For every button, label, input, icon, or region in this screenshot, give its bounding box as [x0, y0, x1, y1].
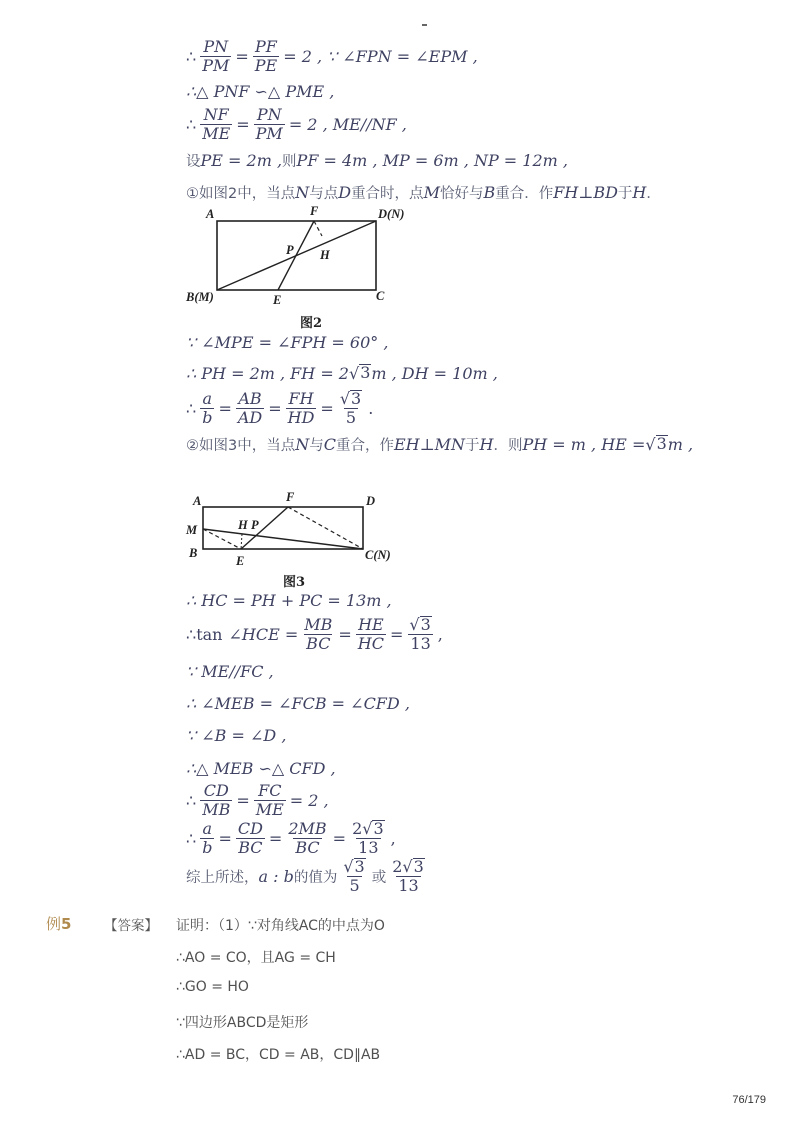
equation-line-14: ∵ ∠B = ∠D , — [186, 726, 287, 745]
svg-text:E: E — [273, 293, 282, 307]
answer-tag: 【答案】 — [104, 918, 158, 934]
proof-line-1: 证明：（1）∵对角线AC的中点为O — [176, 918, 385, 934]
top-mark — [422, 24, 427, 26]
figure-3-caption: 图3 — [283, 575, 306, 590]
fraction: $\frac{NF}{ME}$ — [202, 105, 231, 143]
equation-line-2 — [186, 82, 334, 101]
therefore-symbol: ∴ — [186, 47, 197, 66]
equation-line-11: ∴ tan ∠HCE = $\frac{MB}{BC}$ = $\frac{HE}{HC}$ = √ 3 13 , — [186, 615, 443, 653]
svg-text:P: P — [251, 518, 259, 532]
proof-line-4: ∵四边形ABCD是矩形 — [176, 1015, 309, 1031]
equation-line-17: ∴ $\frac{a}{b}$ = $\frac{CD}{BC}$ = $\frac{2MB}{BC}$ = 2√ 3 13 , — [186, 819, 396, 857]
equation-line-13: ∴ ∠MEB = ∠FCB = ∠CFD , — [186, 694, 410, 713]
figure-3-diagram — [180, 485, 400, 575]
figure-2-diagram — [180, 200, 420, 315]
fraction: $\frac{PF}{PE}$ — [254, 37, 278, 75]
conclusion-line: 综上所述， a : b 的值为 √ 3 5 或 2√ 3 13 — [186, 857, 424, 895]
cn-text: 则 — [282, 154, 297, 170]
example-5-label: 例5 — [46, 915, 72, 933]
equation-line-1 — [186, 38, 478, 75]
equation-line-4 — [186, 150, 568, 171]
equals: = — [236, 115, 250, 134]
svg-text:F: F — [310, 204, 319, 218]
svg-text:D(N): D(N) — [378, 207, 405, 221]
svg-text:C(N): C(N) — [365, 548, 391, 562]
equation-line-15: ∴△ MEB ∽△ CFD , — [186, 759, 336, 778]
proof-line-5: ∴AD = BC，CD = AB，CD∥AB — [176, 1047, 381, 1063]
fraction: $\frac{PN}{PM}$ — [202, 37, 230, 75]
svg-text:M: M — [186, 523, 198, 537]
proof-line-2: ∴AO = CO，且AG = CH — [176, 950, 336, 966]
svg-text:F: F — [286, 490, 295, 504]
svg-text:D: D — [366, 494, 376, 508]
fraction: $\frac{PN}{PM}$ — [255, 105, 283, 143]
svg-text:C: C — [376, 289, 385, 303]
equation-line-6 — [186, 333, 388, 352]
equation-text: PF = 4m , MP = 6m , NP = 12m , — [296, 151, 568, 170]
cn-text: 设 — [186, 154, 201, 170]
equation-line-10: ∴ HC = PH + PC = 13m , — [186, 591, 392, 610]
equation-text: = 2 , ME//NF , — [288, 115, 407, 134]
svg-text:E: E — [236, 554, 245, 568]
therefore-symbol: ∴ — [186, 115, 197, 134]
equation-text: PE = 2m , — [200, 151, 283, 170]
sqrt: √ 3 — [348, 363, 371, 383]
svg-text:A: A — [206, 207, 215, 221]
case-2-statement: ②如图3中，当点 N 与 C 重合，作 EH⊥MN 于 H ．则 PH = m , HE = √ 3 m , — [186, 434, 694, 454]
svg-text:H: H — [320, 248, 330, 262]
case-1-statement: ①如图2中，当点 N 与点 D 重合时，点 M 恰好与 B 重合．作 FH⊥BD 于 H ． — [186, 183, 661, 202]
equation-line-12: ∵ ME//FC , — [186, 662, 274, 681]
svg-text:B(M): B(M) — [186, 290, 214, 304]
proof-line-3: ∴GO = HO — [176, 979, 249, 995]
figure-2-caption: 图2 — [300, 316, 323, 331]
equation-line-3 — [186, 106, 407, 143]
equation-text: = 2 , ∵ ∠FPN = ∠EPM , — [283, 47, 478, 66]
svg-text:P: P — [286, 243, 294, 257]
equation-text: ∴△ PNF ∽△ PME , — [186, 82, 335, 101]
equation-line-8: ∴ $\frac{a}{b}$ = $\frac{AB}{AD}$ = $\frac{FH}{HD}$ = √ 3 5 . — [186, 389, 374, 427]
equals: = — [235, 47, 249, 66]
svg-text:H: H — [238, 518, 248, 532]
svg-text:A: A — [193, 494, 202, 508]
svg-text:B: B — [189, 546, 198, 560]
equation-line-16: ∴ $\frac{CD}{MB}$ = $\frac{FC}{ME}$ = 2 , — [186, 781, 329, 819]
equation-text: ∵ ∠MPE = ∠FPH = 60° , — [186, 333, 389, 352]
equation-line-7: ∴ PH = 2m , FH = 2 √ 3 m , DH = 10m , — [186, 363, 498, 383]
page-number: 76/179 — [732, 1094, 766, 1106]
